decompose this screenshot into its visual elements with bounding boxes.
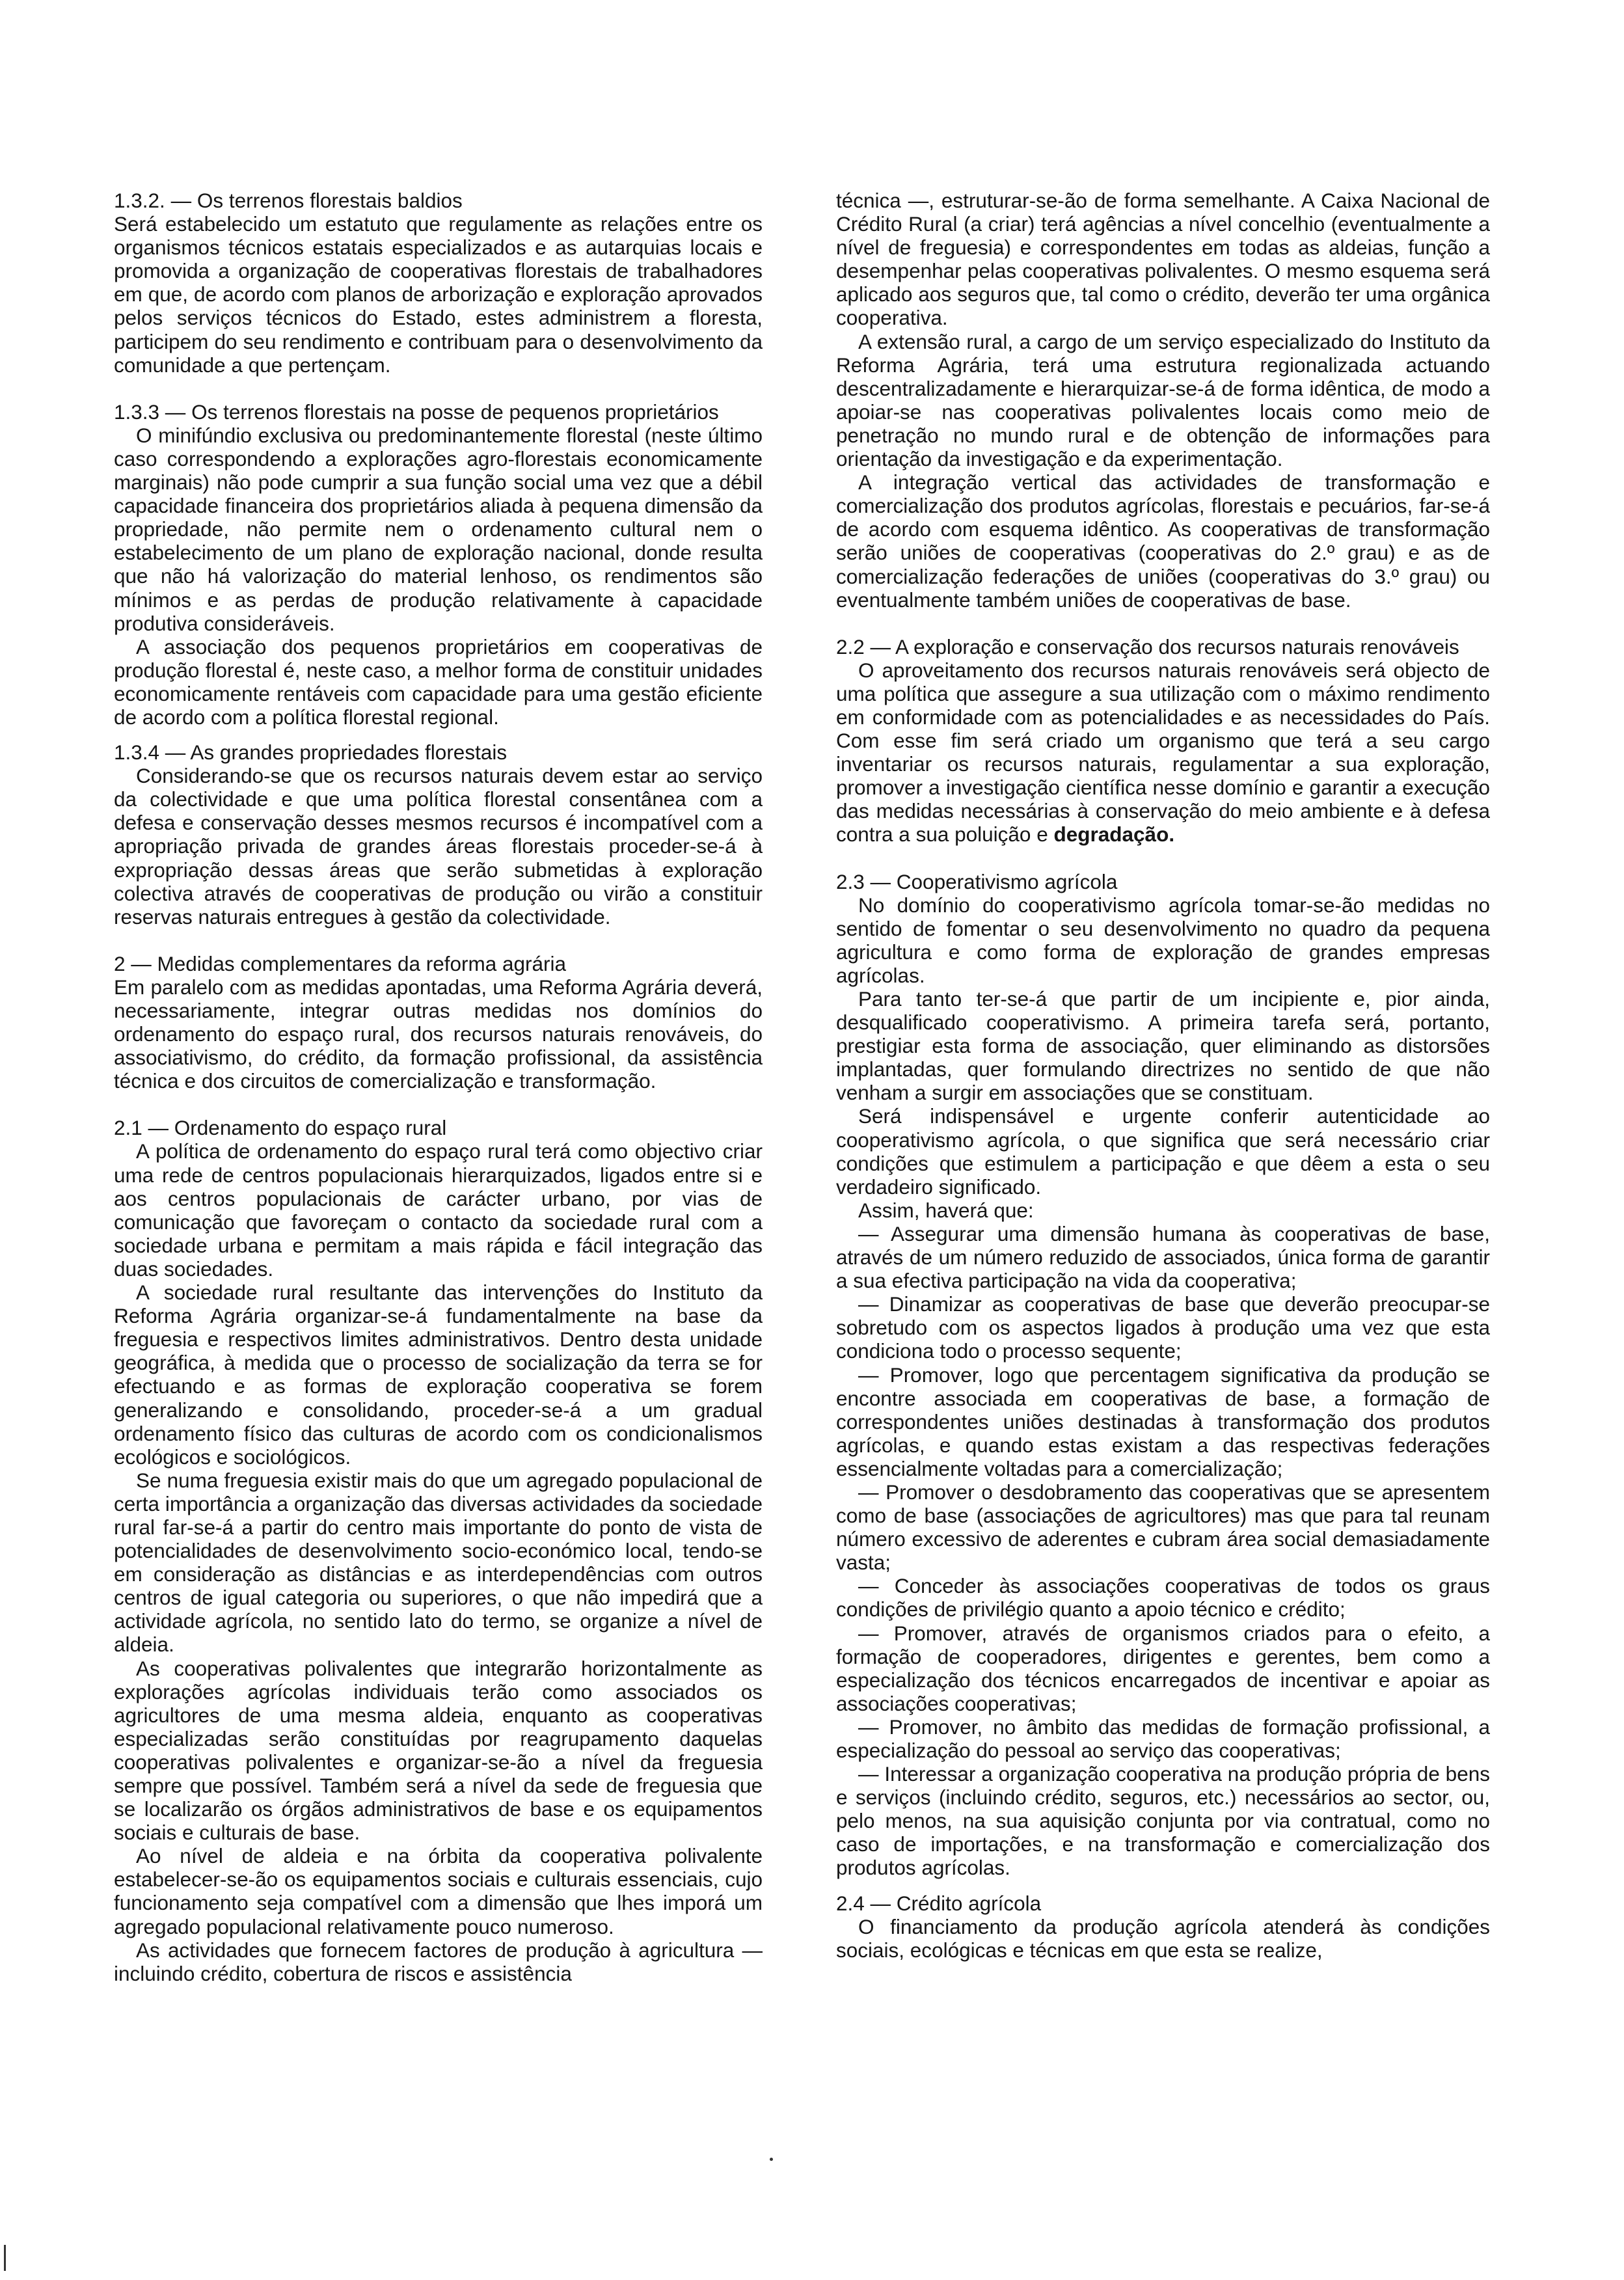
section-2-2-text: O aproveitamento dos recursos naturais renováveis será objecto de uma política que assegure a sua utilização com o máximo rendimento em conformidade com as potencialidades e as necessidades do País. Com esse fim será criado um organismo que terá a seu cargo inventariar os recursos naturais, regulamentar a sua exploração, promover a investigação científica nesse domínio e garantir a execução das medidas necessárias à conservação do meio ambiente e à defesa contra a sua poluição e: [836, 658, 1490, 847]
extension-rural-paragraph: A extensão rural, a cargo de um serviço especializado do Instituto da Reforma Agrária, terá uma estrutura regionalizada actuando descentralizadamente e hierarquizar-se-á de forma idêntica, de modo a apoiar-se nas cooperativas polivalentes locais como meio de penetração no mundo rural e de obtenção de informações para orientação da investigação e da experimentação.: [836, 329, 1490, 471]
section-2-paragraph: Em paralelo com as medidas apontadas, uma Reforma Agrária deverá, necessariamente, integrar outras medidas nos domínios do ordenamento do espaço rural, dos recursos naturais renováveis, do associativismo, do crédito, da formação profissional, da assistência técnica e dos circuitos de comercialização e transformação.: [114, 975, 763, 1093]
list-item: — Interessar a organização cooperativa na produção própria de bens e serviços (incluindo crédito, seguros, etc.) necessários ao sector, ou, pelo menos, na sua aquisição conjunta por via contratual, como no caso de importações, e na transformação e comercialização dos produtos agrícolas.: [836, 1762, 1490, 1880]
section-2-heading: 2 — Medidas complementares da reforma agrária: [114, 951, 567, 975]
section-2-3-paragraph-3: Será indispensável e urgente conferir autenticidade ao cooperativismo agrícola, o que significa que será necessário criar condições que estimulem a participação e que dêem a esta o seu verdadeiro significado.: [836, 1104, 1490, 1199]
vertical-integration-paragraph: A integração vertical das actividades de transformação e comercialização dos produtos agrícolas, florestais e pecuários, far-se-á de acordo com esquema idêntico. As cooperativas de transformação serão uniões de cooperativas (cooperativas do 2.º grau) e as de comercialização federações de uniões (cooperativas do 3.º grau) ou eventualmente também uniões de cooperativas de base.: [836, 470, 1490, 612]
list-item: — Promover, no âmbito das medidas de formação profissional, a especialização do pessoal ao serviço das cooperativas;: [836, 1715, 1490, 1762]
list-item: — Dinamizar as cooperativas de base que deverão preocupar-se sobretudo com os aspectos ligados à produção uma vez que esta condiciona todo o processo sequente;: [836, 1292, 1490, 1363]
section-2-3-paragraph-1: No domínio do cooperativismo agrícola tomar-se-ão medidas no sentido de fomentar o seu desenvolvimento no quadro da pequena agricultura e como forma de exploração de grandes empresas agrícolas.: [836, 893, 1490, 987]
section-2-3-paragraph-2: Para tanto ter-se-á que partir de um incipiente e, pior ainda, desqualificado cooperativismo. A primeira tarefa será, portanto, prestigiar esta forma de associação, quer eliminando as distorsões implantadas, quer formulando directrizes no sentido de que não venham a surgir em associações que se constituam.: [836, 987, 1490, 1105]
section-2-1-paragraph-4: As cooperativas polivalentes que integrarão horizontalmente as explorações agrícolas individuais terão como associados os agricultores de uma mesma aldeia, enquanto as cooperativas especializadas serão constituídas por reagrupamento daquelas cooperativas polivalentes e organizar-se-ão a nível da freguesia sempre que possível. Também será a nível da sede de freguesia que se localizarão os órgãos administrativos de base e os equipamentos sociais e culturais de base.: [114, 1656, 763, 1845]
right-column: [836, 189, 1490, 1962]
section-2-1-paragraph-2: A sociedade rural resultante das intervenções do Instituto da Reforma Agrária organizar-se-á fundamentalmente na base da freguesia e respectivos limites administrativos. Dentro desta unidade geográfica, à medida que o processo de socialização da terra se for efectuando e as formas de exploração cooperativa se forem generalizando e consolidando, proceder-se-á a um gradual ordenamento físico das culturas de acordo com os condicionalismos ecológicos e sociológicos.: [114, 1281, 763, 1469]
section-2-1-paragraph-5: Ao nível de aldeia e na órbita da cooperativa polivalente estabelecer-se-ão os equipamentos sociais e culturais essenciais, cujo funcionamento seja compatível com a dimensão que lhes imporá um agregado populacional relativamente pouco numeroso.: [114, 1844, 763, 1938]
section-1-3-3-paragraph-1: O minifúndio exclusiva ou predominantemente florestal (neste último caso correspondendo a explorações agro-florestais economicamente marginais) não pode cumprir a sua função social uma vez que a débil capacidade financeira dos proprietários aliada à pequena dimensão da propriedade, não permite nem o ordenamento cultural nem o estabelecimento de um plano de exploração nacional, donde resulta que não há valorização do material lenhoso, os rendimentos são mínimos e as perdas de produção relativamente à capacidade produtiva consideráveis.: [114, 423, 763, 635]
list-item: — Promover, através de organismos criados para o efeito, a formação de cooperadores, dirigentes e gerentes, bem como a especialização dos técnicos encarregados de incentivar e apoiar as associações cooperativas;: [836, 1621, 1490, 1715]
section-2-3-paragraph-4: Assim, haverá que:: [858, 1198, 1034, 1222]
section-2-2-bold-word: degradação.: [1053, 822, 1175, 847]
section-1-3-4-paragraph: Considerando-se que os recursos naturais devem estar ao serviço da colectividade e que uma política florestal consentânea com a defesa e conservação desses mesmos recursos é incompatível com a apropriação privada de grandes áreas florestais proceder-se-á à expropriação dessas áreas que serão submetidas à exploração colectiva através de cooperativas de produção ou virão a constituir reservas naturais entregues à gestão da colectividade.: [114, 764, 763, 929]
section-2-2-paragraph: [836, 658, 1490, 847]
scan-margin-mark: [4, 2245, 6, 2271]
section-2-4-heading: 2.4 — Crédito agrícola: [836, 1891, 1042, 1915]
left-column: [114, 189, 763, 1985]
section-1-3-4-heading: 1.3.4 — As grandes propriedades florestais: [114, 740, 508, 765]
continued-paragraph: técnica —, estruturar-se-ão de forma semelhante. A Caixa Nacional de Crédito Rural (a criar) terá agências a nível concelhio (eventualmente a nível de freguesia) e correspondentes em todas as aldeias, função a desempenhar pelas cooperativas polivalentes. O mesmo esquema será aplicado aos seguros que, tal como o crédito, deverão ter uma orgânica cooperativa.: [836, 189, 1490, 330]
section-2-2-heading: 2.2 — A exploração e conservação dos recursos naturais renováveis: [836, 634, 1459, 658]
list-item: — Assegurar uma dimensão humana às cooperativas de base, através de um número reduzido de associados, única forma de garantir a sua efectiva participação na vida da cooperativa;: [836, 1221, 1490, 1293]
section-2-1-paragraph-6: As actividades que fornecem factores de produção à agricultura — incluindo crédito, cobertura de riscos e assistência: [114, 1938, 763, 1985]
section-1-3-2-heading: 1.3.2. — Os terrenos florestais baldios: [114, 189, 463, 212]
section-2-4-paragraph: O financiamento da produção agrícola atenderá às condições sociais, ecológicas e técnicas em que esta se realize,: [836, 1914, 1490, 1962]
section-2-1-paragraph-3: Se numa freguesia existir mais do que um agregado populacional de certa importância a organização das diversas actividades da sociedade rural far-se-á a partir do centro mais importante do ponto de vista de potencialidades de desenvolvimento socio-económico local, tendo-se em consideração as distâncias e as interdependências com outros centros de igual categoria ou superiores, o que não impedirá que a actividade agrícola, no sentido lato do termo, se organize a nível de aldeia.: [114, 1468, 763, 1657]
list-item: — Promover, logo que percentagem significativa da produção se encontre associada em cooperativas de base, a formação de correspondentes uniões destinadas à transformação dos produtos agrícolas, e quando estas existam a das respectivas federações essencialmente voltadas para a comercialização;: [836, 1363, 1490, 1480]
section-2-1-heading: 2.1 — Ordenamento do espaço rural: [114, 1116, 447, 1140]
section-1-3-3-heading: 1.3.3 — Os terrenos florestais na posse de pequenos proprietários: [114, 400, 719, 424]
scan-dot-mark: [770, 2158, 773, 2161]
list-item: — Conceder às associações cooperativas de todos os graus condições de privilégio quanto a apoio técnico e crédito;: [836, 1574, 1490, 1622]
section-1-3-3-paragraph-2: A associação dos pequenos proprietários em cooperativas de produção florestal é, neste caso, a melhor forma de constituir unidades economicamente rentáveis com capacidade para uma gestão eficiente de acordo com a política florestal regional.: [114, 634, 763, 729]
section-1-3-2-paragraph: Será estabelecido um estatuto que regulamente as relações entre os organismos técnicos estatais especializados e as autarquias locais e promovida a organização de cooperativas florestais de trabalhadores em que, de acordo com planos de arborização e exploração aprovados pelos serviços técnicos do Estado, estes administrem a floresta, participem do seu rendimento e contribuam para o desenvolvimento da comunidade a que pertençam.: [114, 212, 763, 377]
section-2-3-heading: 2.3 — Cooperativismo agrícola: [836, 869, 1118, 893]
list-item: — Promover o desdobramento das cooperativas que se apresentem como de base (associações de agricultores) mas que para tal reunam número excessivo de aderentes e cubram área social demasiadamente vasta;: [836, 1480, 1490, 1575]
section-2-1-paragraph-1: A política de ordenamento do espaço rural terá como objectivo criar uma rede de centros populacionais hierarquizados, ligados entre si e aos centros populacionais de carácter urbano, por vias de comunicação que favoreçam o contacto da sociedade rural com a sociedade urbana e permitam a mais rápida e fácil integração das duas sociedades.: [114, 1139, 763, 1281]
